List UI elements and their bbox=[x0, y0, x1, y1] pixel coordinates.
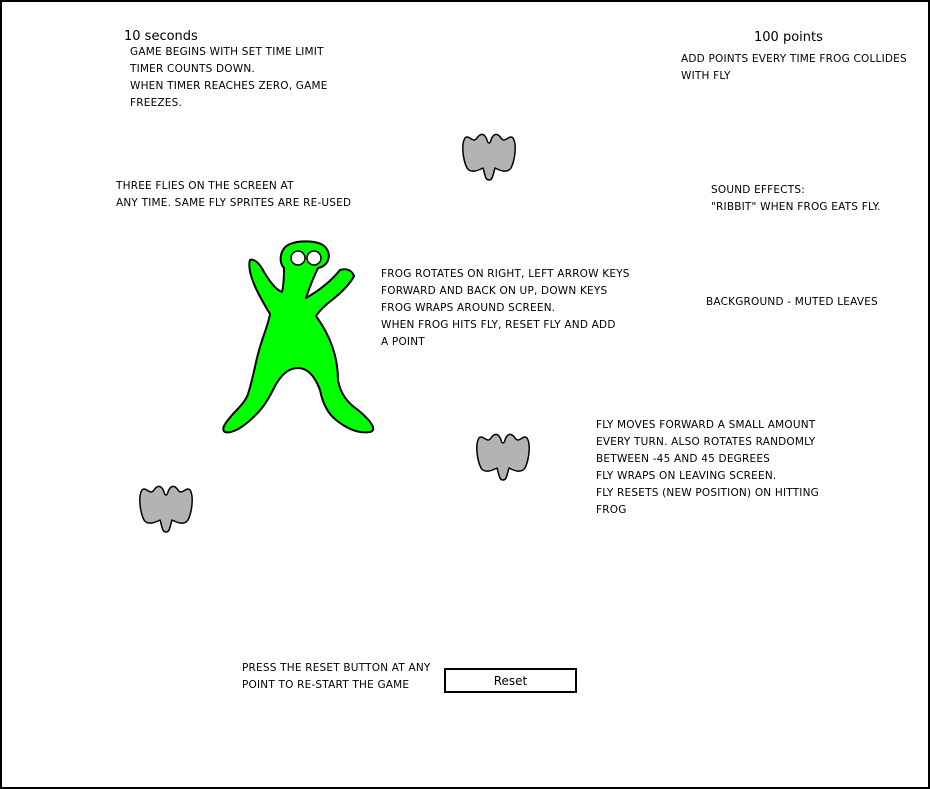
background-note bbox=[706, 294, 878, 311]
sound-notes bbox=[711, 182, 881, 216]
note-line: FROG bbox=[596, 504, 627, 516]
points-notes bbox=[681, 51, 907, 85]
note-line: GAME BEGINS WITH SET TIME LIMIT bbox=[130, 46, 324, 58]
fly-sprite bbox=[138, 482, 194, 534]
note-line: FLY MOVES FORWARD A SMALL AMOUNT bbox=[596, 419, 816, 431]
frog-sprite bbox=[220, 242, 380, 438]
note-line: FROG ROTATES ON RIGHT, LEFT ARROW KEYS bbox=[381, 268, 630, 280]
note-line: FROG WRAPS AROUND SCREEN. bbox=[381, 302, 556, 314]
timer-display: 10 seconds bbox=[124, 29, 198, 44]
note-line: POINT TO RE-START THE GAME bbox=[242, 679, 410, 691]
fly-sprite bbox=[475, 430, 531, 482]
note-line: BACKGROUND - MUTED LEAVES bbox=[706, 296, 878, 308]
reset-button[interactable]: Reset bbox=[444, 668, 577, 693]
reset-notes bbox=[242, 660, 431, 694]
note-line: FREEZES. bbox=[130, 97, 183, 109]
note-line: FORWARD AND BACK ON UP, DOWN KEYS bbox=[381, 285, 608, 297]
frog-notes bbox=[381, 266, 630, 351]
note-line: A POINT bbox=[381, 336, 425, 348]
note-line: WITH FLY bbox=[681, 70, 731, 82]
note-line: WHEN FROG HITS FLY, RESET FLY AND ADD bbox=[381, 319, 616, 331]
timer-notes bbox=[130, 44, 328, 112]
note-line: FLY WRAPS ON LEAVING SCREEN. bbox=[596, 470, 777, 482]
note-line: SOUND EFFECTS: bbox=[711, 184, 805, 196]
note-line: TIMER COUNTS DOWN. bbox=[130, 63, 255, 75]
note-line: FLY RESETS (NEW POSITION) ON HITTING bbox=[596, 487, 819, 499]
note-line: ANY TIME. SAME FLY SPRITES ARE RE-USED bbox=[116, 197, 352, 209]
score-display: 100 points bbox=[754, 30, 823, 45]
note-line: WHEN TIMER REACHES ZERO, GAME bbox=[130, 80, 328, 92]
note-line: THREE FLIES ON THE SCREEN AT bbox=[116, 180, 294, 192]
note-line: ADD POINTS EVERY TIME FROG COLLIDES bbox=[681, 53, 907, 65]
note-line: BETWEEN -45 AND 45 DEGREES bbox=[596, 453, 771, 465]
note-line: EVERY TURN. ALSO ROTATES RANDOMLY bbox=[596, 436, 816, 448]
fly-notes bbox=[596, 417, 819, 519]
flies-notes bbox=[116, 178, 351, 212]
note-line: PRESS THE RESET BUTTON AT ANY bbox=[242, 662, 431, 674]
fly-sprite bbox=[461, 130, 517, 182]
note-line: "RIBBIT" WHEN FROG EATS FLY. bbox=[711, 201, 881, 213]
